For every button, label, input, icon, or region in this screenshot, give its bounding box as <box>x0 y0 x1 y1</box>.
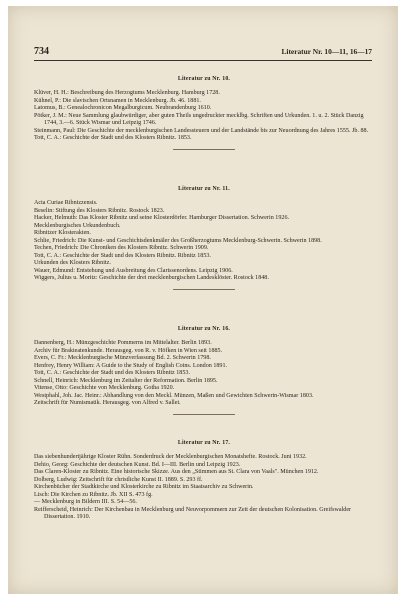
bibliography-entry: Henfrey, Henry William: A Guide to the Study of English Coins. London 1891. <box>34 362 228 369</box>
bibliography-entry: Tott, C. A.: Geschichte der Stadt und des Klosters Ribnitz. Ribnitz 1853. <box>34 252 211 259</box>
bibliography-entry: Tott, C. A.: Geschichte der Stadt und des Klosters Ribnitz. 1853. <box>34 135 192 141</box>
bibliography-entry: Ribnitzer Klosterakten. <box>34 230 91 236</box>
bibliography-entry: Das siebenhundertjährige Kloster Rühn. Sonderdruck der Mecklenburgischen Monatshefte. Rostock. Juni 1932. <box>34 454 307 460</box>
section-divider <box>173 414 235 415</box>
section-heading: Literatur zu Nr. 16. <box>177 326 231 332</box>
bibliography-entry: Schnell, Heinrich: Mecklenburg im Zeitalter der Reformation. Berlin 1895. <box>34 377 218 384</box>
bibliography-entry: Reifferscheid, Heinrich: Der Kirchenbau in Mecklenburg und Neuvorpommern zur Zeit der deutschen Kolonisation. Greifswalder Dissertation. 1910. <box>34 506 352 520</box>
bibliography-entry: Techen, Friedrich: Die Chroniken des Klosters Ribnitz. Schwerin 1909. <box>34 245 209 251</box>
bibliography-entry: Beselin: Stiftung des Klosters Ribnitz. Rostock 1823. <box>34 207 165 214</box>
running-head: Literatur Nr. 10—11, 16—17 <box>281 47 372 56</box>
bibliography-entry: Urkunden des Klosters Ribnitz. <box>34 260 111 266</box>
bibliography-entry: Das Claren-Kloster zu Ribnitz. Eine historische Skizze. Aus den „Stimmen aus St. Clara von Vaals". München 1912. <box>34 469 319 475</box>
bibliography-entry: — Mecklenburg in Bildern III. S. 54—56. <box>34 499 137 505</box>
bibliography-list <box>34 340 374 408</box>
bibliography-entry: Tott, C. A.: Geschichte der Stadt und des Klosters Ribnitz 1853. <box>34 370 190 376</box>
bibliography-entry: Evers, C. Fr.: Mecklenburgische Münzverfassung Bd. 2. Schwerin 1798. <box>34 355 211 361</box>
bibliography-entry: Dannenberg, H.: Münzgeschichte Pommerns im Mittelalter. Berlin 1893. <box>34 340 212 346</box>
bibliography-entry: Vitense, Otto: Geschichte von Mecklenburg. Gotha 1920. <box>34 385 175 391</box>
bibliography-entry: Kühnel, P.: Die slavischen Ortsnamen in Mecklenburg. Jb. 46. 1881. <box>34 97 201 104</box>
section-divider <box>173 149 235 150</box>
section-heading: Literatur zu Nr. 11. <box>178 186 230 192</box>
page-header <box>34 46 372 61</box>
page-number: 734 <box>34 46 49 57</box>
book-page <box>8 6 398 594</box>
bibliography-entry: Archiv für Brakteatenkunde. Herausgeg. von R. v. Höfken in Wien seit 1885. <box>34 347 223 354</box>
bibliography-entry: Pötker, J. M.: Neue Sammlung glaubwürdiger, aber guten Theils ungedruckter mecklbg. Schriften und Urkunden. 1. u. 2. Stück Danzig 1744, 3.—6. Stück Wismar und Leipzig 1746. <box>34 112 364 126</box>
bibliography-entry: Lisch: Die Kirchen zu Ribnitz. Jb. XII S. 473 fg. <box>34 491 153 498</box>
bibliography-entry: Westphahl, Joh. Jac. Heinr.: Abhandlung von den Meckl. Münzen, Maßen und Gewichten Schwerin-Wismar 1803. <box>34 392 314 399</box>
bibliography-entry: Dolberg, Ludwig: Zeitschrift für christliche Kunst II. 1889. S. 293 ff. <box>34 476 203 483</box>
section-literatur-17 <box>34 440 374 522</box>
section-literatur-10 <box>34 76 374 150</box>
bibliography-entry: Acta Curiae Ribnizzensis. <box>34 200 98 206</box>
section-divider <box>173 289 235 290</box>
bibliography-entry: Mecklenburgisches Urkundenbuch. <box>34 222 121 229</box>
bibliography-entry: Klüver, H. H.: Beschreibung des Herzogtums Mecklenburg. Hamburg 1728. <box>34 90 220 96</box>
bibliography-list <box>34 454 374 522</box>
bibliography-entry: Zeitschrift für Numismatik. Herausgeg. von Alfred v. Sallet. <box>34 400 181 406</box>
bibliography-entry: Hacker, Helmuth: Das Kloster Ribnitz und seine Klosterdörfer. Hamburger Dissertation. Schwerin 1926. <box>34 215 290 221</box>
section-heading: Literatur zu Nr. 17. <box>177 440 231 446</box>
bibliography-list <box>34 200 374 283</box>
bibliography-entry: Wiggers, Julius u. Moritz: Geschichte der drei mecklenburgischen Landesklöster. Rostock 1848. <box>34 275 269 281</box>
section-literatur-11 <box>34 186 374 290</box>
section-heading: Literatur zu Nr. 10. <box>177 76 231 82</box>
bibliography-entry: Kirchenbücher der Stadtkirche und Klosterkirche zu Ribnitz im Staatsarchiv zu Schwerin. <box>34 484 254 490</box>
bibliography-entry: Schlie, Friedrich: Die Kunst- und Geschichtsdenkmäler des Großherzogtums Mecklenburg-Schwerin. Schwerin 1898. <box>34 237 322 244</box>
bibliography-list <box>34 90 374 143</box>
bibliography-entry: Dehio, Georg: Geschichte der deutschen Kunst. Bd. I—III. Berlin und Leipzig 1923. <box>34 461 241 468</box>
bibliography-entry: Steinmann, Paul: Die Geschichte der mecklenburgischen Landessteuern und der Landstände bis zur Neuordnung des Jahres 1555. Jb. 88. <box>34 127 369 134</box>
bibliography-entry: Wauer, Edmund: Entstehung und Ausbreitung des Clarissenordens. Leipzig 1906. <box>34 267 233 274</box>
bibliography-entry: Latomus, B.: Genealochronicon Megalburgicum. Neubrandenburg 1610. <box>34 105 212 111</box>
section-literatur-16 <box>34 326 374 415</box>
